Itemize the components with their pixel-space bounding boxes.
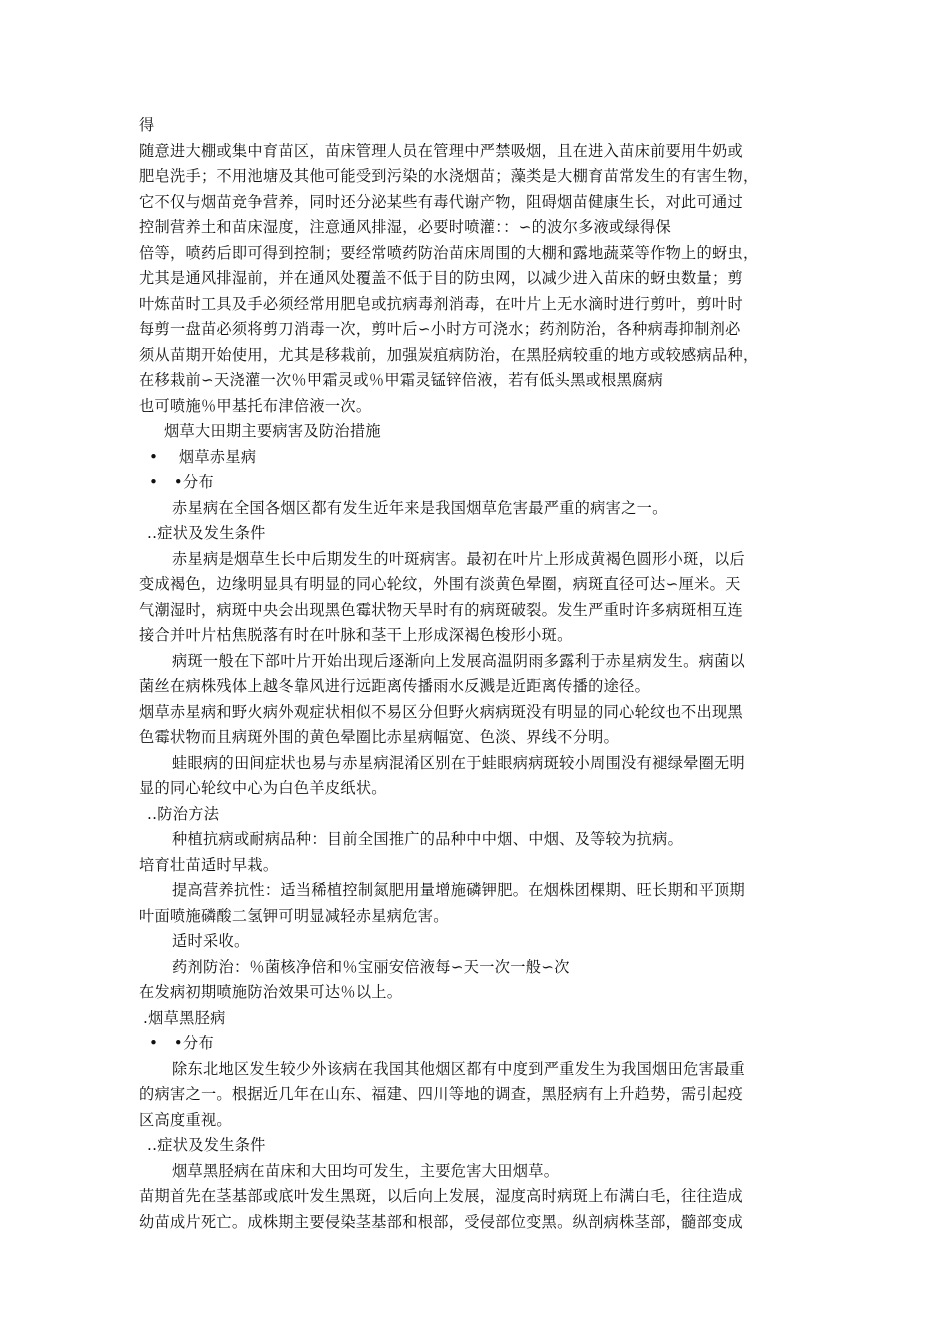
text-line: 除东北地区发生较少外该病在我国其他烟区都有中度到严重发生为我国烟田危害最重 [172,1059,746,1078]
text-line: 得 [139,116,155,134]
text-line: 随意进大棚或集中育苗区，苗床管理人员在管理中严禁吸烟，且在进入苗床前要用牛奶或 [139,141,744,160]
text-line: 病斑一般在下部叶片开始出现后逐渐向上发展高温阴雨多露利于赤星病发生。病菌以 [172,651,746,670]
text-line: ..症状及发生条件 [147,524,266,542]
text-line: ..防治方法 [147,804,220,823]
text-line: 提高营养抗性：适当稀植控制氮肥用量增施磷钾肥。在烟株团棵期、旺长期和平顶期 [172,881,746,899]
text-line: 烟草黑胫病在苗床和大田均可发生，主要危害大田烟草。 [172,1161,560,1180]
text-line: 的病害之一。根据近几年在山东、福建、四川等地的调查，黑胫病有上升趋势，需引起疫 [139,1085,744,1103]
text-line: • 烟草赤星病 [149,447,257,466]
text-line: 控制营养土和苗床湿度，注意通风排湿，必要时喷灌：：∽的波尔多液或绿得保 [139,218,672,236]
text-line: 幼苗成片死亡。成株期主要侵染茎基部和根部，受侵部位变黑。纵剖病株茎部，髓部变成 [139,1212,744,1231]
text-line: 变成褐色，边缘明显具有明显的同心轮纹，外围有淡黄色晕圈，病斑直径可达∽厘米。天 [139,575,741,593]
text-line: 显的同心轮纹中心为白色羊皮纸状。 [139,779,387,797]
text-line: 赤星病是烟草生长中后期发生的叶斑病害。最初在叶片上形成黄褐色圆形小斑，以后 [172,549,746,568]
text-line: 烟草赤星病和野火病外观症状相似不易区分但野火病病斑没有明显的同心轮纹也不出现黑 [139,702,744,721]
text-line: 色霉状物而且病斑外围的黄色晕圈比赤星病幅宽、色淡、界线不分明。 [139,728,620,746]
text-line: 赤星病在全国各烟区都有发生近年来是我国烟草危害最严重的病害之一。 [172,498,668,517]
text-line: ..症状及发生条件 [147,1136,266,1154]
text-line: 适时采收。 [172,932,250,950]
text-line: 在发病初期喷施防治效果可达％以上。 [139,983,403,1001]
text-line: 叶炼苗时工具及手必须经常用肥皂或抗病毒剂消毒，在叶片上无水滴时进行剪叶，剪叶时 [139,294,744,313]
text-line: 种植抗病或耐病品种：目前全国推广的品种中中烟、中烟、及等较为抗病。 [172,830,684,848]
text-line: 叶面喷施磷酸二氢钾可明显减轻赤星病危害。 [139,906,449,925]
text-line: 尤其是通风排湿前，并在通风处覆盖不低于目的防虫网，以减少进入苗床的蚜虫数量；剪 [139,269,744,287]
text-line: 气潮湿时，病斑中央会出现黑色霉状物天旱时有的病斑破裂。发生严重时许多病斑相互连 [139,600,744,619]
text-line: 须从苗期开始使用，尤其是移栽前，加强炭疽病防治，在黑胫病较重的地方或较感病品种， [139,345,759,364]
text-line: • •分布 [149,473,214,491]
text-line: 苗期首先在茎基部或底叶发生黑斑，以后向上发展，湿度高时病斑上布满白毛，往往造成 [139,1187,744,1205]
text-line: 每剪一盘苗必须将剪刀消毒一次，剪叶后∽小时方可浇水；药剂防治，各种病毒抑制剂必 [139,320,741,338]
text-line: 培育壮苗适时早栽。 [139,855,279,874]
text-line: 菌丝在病株残体上越冬靠风进行远距离传播雨水反溅是近距离传播的途径。 [139,677,651,695]
text-line: 肥皂洗手；不用池塘及其他可能受到污染的水浇烟苗；藻类是大棚育苗常发生的有害生物， [139,167,759,185]
document-page [139,113,819,1235]
text-line: 它不仅与烟苗竞争营养，同时还分泌某些有毒代谢产物，阻碍烟苗健康生长，对此可通过 [139,192,744,211]
text-line: 也可喷施％甲基托布津倍液一次。 [139,396,372,415]
text-line: 蛙眼病的田间症状也易与赤星病混淆区别在于蛙眼病病斑较小周围没有褪绿晕圈无明 [172,753,746,772]
text-line: 药剂防治：％菌核净倍和％宝丽安倍液每∽天一次一般∽次 [172,957,570,976]
text-line: .烟草黑胫病 [143,1008,226,1027]
text-line: • •分布 [149,1034,214,1052]
text-line: 烟草大田期主要病害及防治措施 [164,422,381,440]
text-line: 倍等，喷药后即可得到控制；要经常喷药防治苗床周围的大棚和露地蔬菜等作物上的蚜虫， [139,243,759,262]
text-line: 区高度重视。 [139,1110,232,1129]
text-line: 接合并叶片枯焦脱落有时在叶脉和茎干上形成深褐色梭形小斑。 [139,626,573,644]
text-line: 在移栽前∽天浇灌一次％甲霜灵或％甲霜灵锰锌倍液，若有低头黑或根黑腐病 [139,371,664,389]
